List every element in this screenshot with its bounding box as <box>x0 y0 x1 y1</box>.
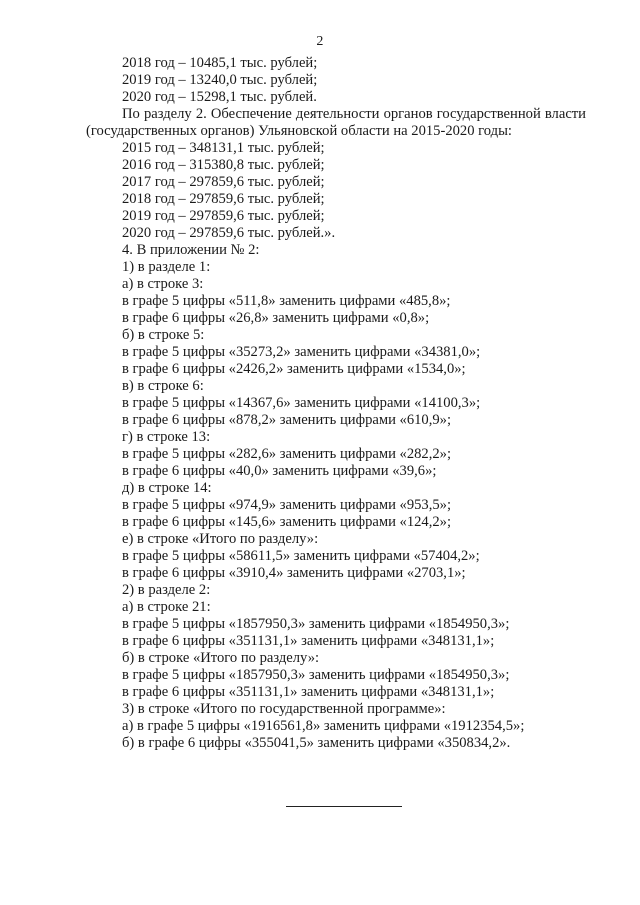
text-line: в графе 6 цифры «3910,4» заменить цифрами «2703,1»; <box>122 565 466 581</box>
section-heading: По разделу 2. Обеспечение деятельности органов государственной власти (государственных органов) Ульяновской области на 2015-2020 годы: <box>86 106 586 139</box>
text-line: б) в строке 5: <box>122 327 205 343</box>
text-line: а) в строке 3: <box>122 276 204 292</box>
text-line: в графе 6 цифры «40,0» заменить цифрами «39,6»; <box>122 463 437 479</box>
text-line: 2020 год – 15298,1 тыс. рублей. <box>122 89 317 105</box>
text-line: 2016 год – 315380,8 тыс. рублей; <box>122 157 325 173</box>
text-line: е) в строке «Итого по разделу»: <box>122 531 319 547</box>
text-line: в графе 6 цифры «878,2» заменить цифрами «610,9»; <box>122 412 452 428</box>
document-body <box>86 55 586 752</box>
text-line: 2019 год – 13240,0 тыс. рублей; <box>122 72 318 88</box>
text-line: в графе 6 цифры «351131,1» заменить цифрами «348131,1»; <box>122 633 495 649</box>
text-line: 4. В приложении № 2: <box>122 242 260 258</box>
text-line: 3) в строке «Итого по государственной программе»: <box>122 701 446 717</box>
text-line: в графе 5 цифры «1857950,3» заменить цифрами «1854950,3»; <box>122 667 510 683</box>
text-line: 2) в разделе 2: <box>122 582 211 598</box>
text-line: в графе 5 цифры «14367,6» заменить цифрами «14100,3»; <box>122 395 481 411</box>
closing-separator-line <box>286 806 402 807</box>
page-number: 2 <box>316 34 324 49</box>
text-line: в графе 5 цифры «1857950,3» заменить цифрами «1854950,3»; <box>122 616 510 632</box>
text-line: в графе 6 цифры «351131,1» заменить цифрами «348131,1»; <box>122 684 495 700</box>
text-line: б) в графе 6 цифры «355041,5» заменить цифрами «350834,2». <box>122 735 511 751</box>
text-line: д) в строке 14: <box>122 480 212 496</box>
text-line: в графе 6 цифры «26,8» заменить цифрами «0,8»; <box>122 310 430 326</box>
text-line: 2019 год – 297859,6 тыс. рублей; <box>122 208 325 224</box>
text-line: а) в графе 5 цифры «1916561,8» заменить цифрами «1912354,5»; <box>122 718 525 734</box>
text-line: в графе 6 цифры «2426,2» заменить цифрами «1534,0»; <box>122 361 466 377</box>
text-line: 2018 год – 10485,1 тыс. рублей; <box>122 55 318 71</box>
text-line: 2020 год – 297859,6 тыс. рублей.». <box>122 225 336 241</box>
text-line: в графе 5 цифры «282,6» заменить цифрами «282,2»; <box>122 446 452 462</box>
text-line: в графе 5 цифры «511,8» заменить цифрами «485,8»; <box>122 293 451 309</box>
text-line: г) в строке 13: <box>122 429 211 445</box>
text-line: в графе 6 цифры «145,6» заменить цифрами «124,2»; <box>122 514 452 530</box>
text-line: 1) в разделе 1: <box>122 259 211 275</box>
text-line: в графе 5 цифры «974,9» заменить цифрами «953,5»; <box>122 497 452 513</box>
text-line: б) в строке «Итого по разделу»: <box>122 650 320 666</box>
text-line: в графе 5 цифры «35273,2» заменить цифрами «34381,0»; <box>122 344 481 360</box>
text-line: в графе 5 цифры «58611,5» заменить цифрами «57404,2»; <box>122 548 480 564</box>
text-line: 2018 год – 297859,6 тыс. рублей; <box>122 191 325 207</box>
text-line: 2015 год – 348131,1 тыс. рублей; <box>122 140 325 156</box>
text-line: 2017 год – 297859,6 тыс. рублей; <box>122 174 325 190</box>
text-line: а) в строке 21: <box>122 599 211 615</box>
text-line: в) в строке 6: <box>122 378 204 394</box>
